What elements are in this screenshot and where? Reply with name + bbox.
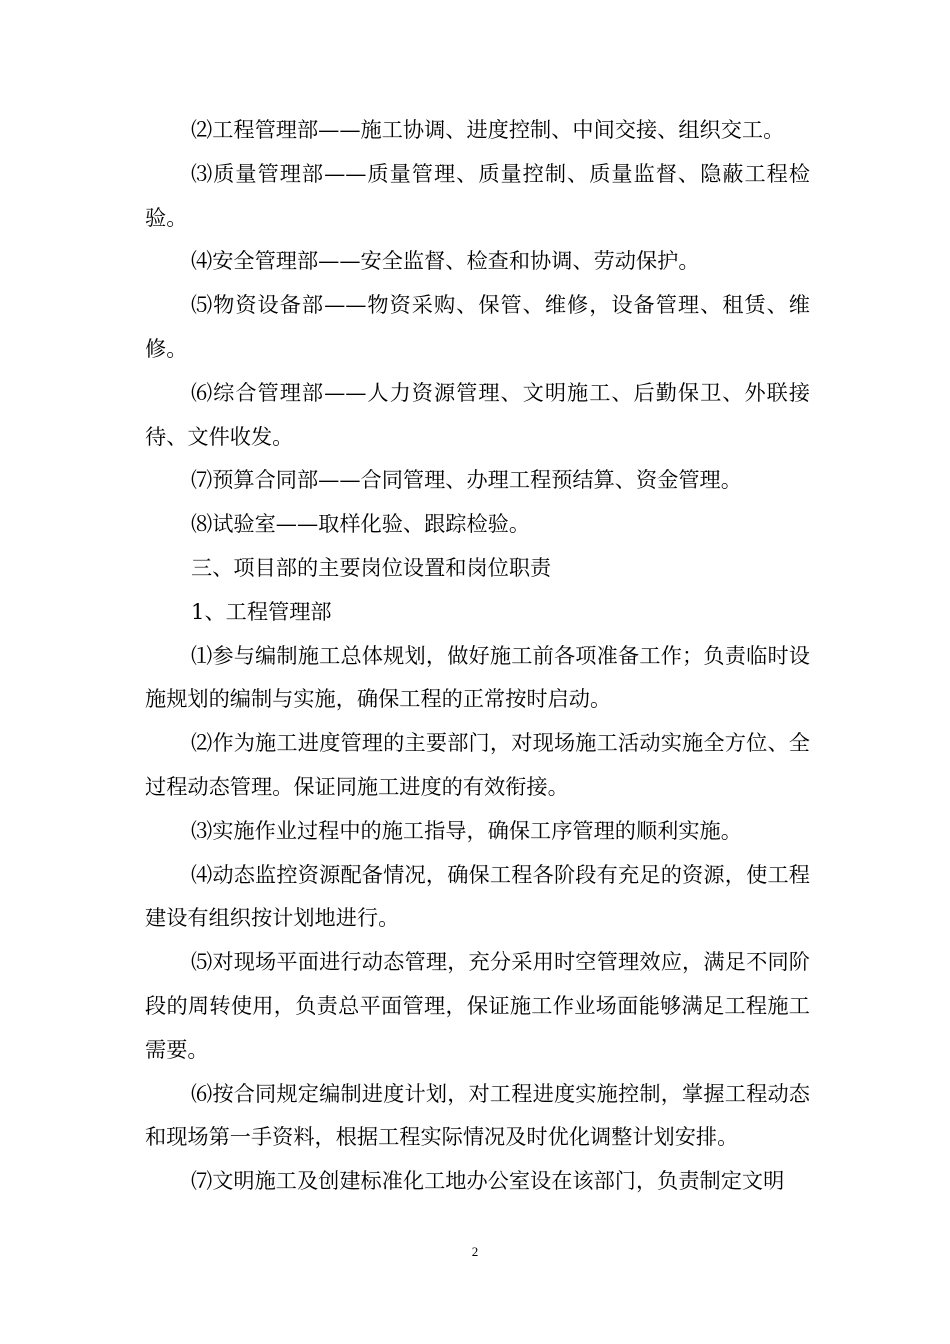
list-item: ⑺文明施工及创建标准化工地办公室设在该部门，负责制定文明 [191,1168,785,1194]
list-item: ⑵作为施工进度管理的主要部门，对现场施工活动实施全方位、全过程动态管理。保证同施工进度的有效衔接。 [145,730,810,799]
document-body [145,108,810,1203]
section-heading: 三、项目部的主要岗位设置和岗位职责 [191,554,552,580]
paragraph-engineering-dept-duties: ⑵工程管理部——施工协调、进度控制、中间交接、组织交工。 [191,117,785,142]
subsection-heading: 1、工程管理部 [191,598,332,624]
list-item: ⑶实施作业过程中的施工指导，确保工序管理的顺利实施。 [191,817,742,843]
paragraph-general-dept-duties: ⑹综合管理部——人力资源管理、文明施工、后勤保卫、外联接待、文件收发。 [145,379,810,449]
paragraph-lab-duties: ⑻试验室——取样化验、跟踪检验。 [191,511,531,537]
list-item: ⑹按合同规定编制进度计划，对工程进度实施控制，掌握工程动态和现场第一手资料，根据工程实际情况及时优化调整计划安排。 [145,1080,810,1150]
paragraph-quality-dept-duties: ⑶质量管理部——质量管理、质量控制、质量监督、隐蔽工程检验。 [145,160,810,230]
paragraph-materials-dept-duties: ⑸物资设备部——物资采购、保管、维修，设备管理、租赁、维修。 [145,292,810,361]
list-item: ⑸对现场平面进行动态管理，充分采用时空管理效应，满足不同阶段的周转使用，负责总平面管理，保证施工作业场面能够满足工程施工需要。 [145,949,810,1062]
list-item: ⑷动态监控资源配备情况，确保工程各阶段有充足的资源，使工程建设有组织按计划地进行。 [145,861,810,931]
paragraph-budget-dept-duties: ⑺预算合同部——合同管理、办理工程预结算、资金管理。 [191,467,742,493]
paragraph-safety-dept-duties: ⑷安全管理部——安全监督、检查和协调、劳动保护。 [191,248,700,274]
list-item: ⑴参与编制施工总体规划，做好施工前各项准备工作；负责临时设施规划的编制与实施，确保工程的正常按时启动。 [145,642,810,712]
page-number: 2 [471,1244,479,1259]
